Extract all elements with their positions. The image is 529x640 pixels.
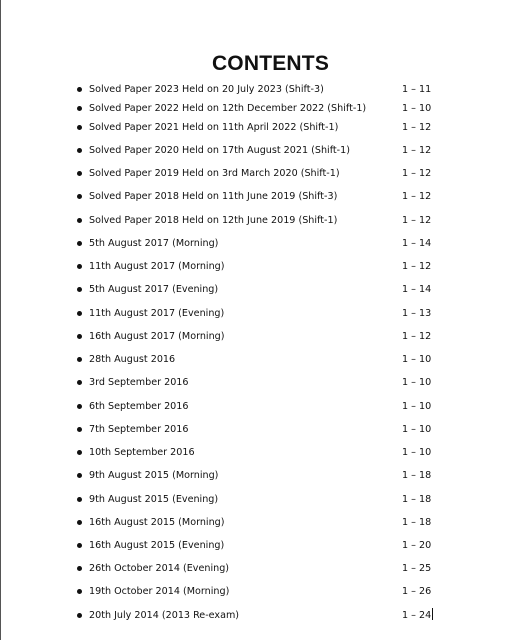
bullet-icon xyxy=(77,287,82,292)
toc-entry-pages-text: 1 – 10 xyxy=(402,424,432,435)
toc-entry-pages-text: 1 – 18 xyxy=(402,517,432,528)
toc-entry xyxy=(0,101,529,117)
toc-entry-label: 10th September 2016 xyxy=(89,447,195,458)
toc-entry-pages xyxy=(402,329,431,345)
toc-entry-label: Solved Paper 2020 Held on 17th August 2021 (Shift-1) xyxy=(89,145,350,156)
toc-entry xyxy=(0,166,529,182)
toc-entry xyxy=(0,236,529,252)
toc-entry-pages-text: 1 – 10 xyxy=(402,447,432,458)
toc-entry-pages-text: 1 – 12 xyxy=(402,215,432,226)
bullet-icon xyxy=(77,311,82,316)
bullet-icon xyxy=(77,543,82,548)
toc-entry-pages-text: 1 – 12 xyxy=(402,191,432,202)
toc-entry-pages xyxy=(402,375,431,391)
toc-entry xyxy=(0,189,529,205)
toc-entry xyxy=(0,561,529,577)
toc-entry-pages xyxy=(402,236,431,252)
toc-entry-label: 5th August 2017 (Evening) xyxy=(89,284,219,295)
toc-entry-pages xyxy=(402,282,431,298)
toc-entry-pages-text: 1 – 10 xyxy=(402,401,432,412)
toc-entry-pages-text: 1 – 12 xyxy=(402,168,432,179)
toc-entry-label: Solved Paper 2021 Held on 11th April 2022 (Shift-1) xyxy=(89,122,339,133)
toc-entry-label: 19th October 2014 (Morning) xyxy=(89,586,230,597)
toc-entry-pages xyxy=(402,584,431,600)
bullet-icon xyxy=(77,450,82,455)
bullet-icon xyxy=(77,106,82,111)
toc-entry-pages xyxy=(402,82,431,98)
toc-entry-pages xyxy=(402,101,431,117)
toc-entry-pages-text: 1 – 12 xyxy=(402,145,432,156)
toc-entry-pages-text: 1 – 20 xyxy=(402,540,432,551)
toc-entry-pages-text: 1 – 12 xyxy=(402,331,432,342)
toc-entry xyxy=(0,143,529,159)
bullet-icon xyxy=(77,404,82,409)
toc-entry-label: 16th August 2015 (Morning) xyxy=(89,517,225,528)
toc-entry-label: 9th August 2015 (Morning) xyxy=(89,470,219,481)
toc-entry-pages xyxy=(402,515,431,531)
toc-entry-pages-text: 1 – 25 xyxy=(402,563,432,574)
bullet-icon xyxy=(77,589,82,594)
bullet-icon xyxy=(77,497,82,502)
toc-entry xyxy=(0,259,529,275)
bullet-icon xyxy=(77,427,82,432)
toc-entry-label: 16th August 2017 (Morning) xyxy=(89,331,225,342)
toc-entry-label: 11th August 2017 (Evening) xyxy=(89,308,225,319)
toc-entry-pages xyxy=(402,259,431,275)
toc-entry-pages xyxy=(402,422,431,438)
toc-entry xyxy=(0,120,529,136)
page-title: CONTENTS xyxy=(211,52,330,76)
toc-entry-pages xyxy=(402,608,433,624)
toc-entry xyxy=(0,306,529,322)
toc-entry-pages xyxy=(402,306,431,322)
toc-entry-label: 16th August 2015 (Evening) xyxy=(89,540,225,551)
toc-entry-pages xyxy=(402,166,431,182)
toc-entry xyxy=(0,422,529,438)
toc-entry-pages-text: 1 – 10 xyxy=(402,354,432,365)
toc-entry xyxy=(0,468,529,484)
toc-entry xyxy=(0,608,529,624)
bullet-icon xyxy=(77,264,82,269)
bullet-icon xyxy=(77,218,82,223)
bullet-icon xyxy=(77,241,82,246)
bullet-icon xyxy=(77,334,82,339)
toc-entry xyxy=(0,492,529,508)
toc-entry xyxy=(0,375,529,391)
toc-entry-label: 5th August 2017 (Morning) xyxy=(89,238,219,249)
toc-entry-label: Solved Paper 2018 Held on 12th June 2019 (Shift-1) xyxy=(89,215,338,226)
toc-entry-label: Solved Paper 2019 Held on 3rd March 2020 (Shift-1) xyxy=(89,168,340,179)
toc-entry-pages-text: 1 – 12 xyxy=(402,122,432,133)
toc-entry-pages xyxy=(402,538,431,554)
toc-entry-label: 20th July 2014 (2013 Re-exam) xyxy=(89,610,240,621)
toc-entry-pages xyxy=(402,468,431,484)
toc-entry-pages-text: 1 – 26 xyxy=(402,586,432,597)
toc-entry-pages-text: 1 – 11 xyxy=(402,84,432,95)
bullet-icon xyxy=(77,171,82,176)
bullet-icon xyxy=(77,520,82,525)
toc-entry-pages xyxy=(402,492,431,508)
toc-entry-label: 6th September 2016 xyxy=(89,401,189,412)
toc-entry-pages xyxy=(402,445,431,461)
toc-entry xyxy=(0,352,529,368)
bullet-icon xyxy=(77,194,82,199)
toc-entry-pages xyxy=(402,143,431,159)
toc-entry xyxy=(0,399,529,415)
bullet-icon xyxy=(77,473,82,478)
bullet-icon xyxy=(77,380,82,385)
bullet-icon xyxy=(77,125,82,130)
toc-entry-label: 7th September 2016 xyxy=(89,424,189,435)
toc-entry-label: 28th August 2016 xyxy=(89,354,176,365)
toc-entry-pages-text: 1 – 24 xyxy=(402,610,432,621)
toc-entry-pages-text: 1 – 10 xyxy=(402,377,432,388)
toc-entry-label: Solved Paper 2018 Held on 11th June 2019 (Shift-3) xyxy=(89,191,338,202)
toc-entry xyxy=(0,329,529,345)
toc-entry-label: 9th August 2015 (Evening) xyxy=(89,494,219,505)
toc-entry xyxy=(0,82,529,98)
toc-entry-pages xyxy=(402,189,431,205)
toc-entry xyxy=(0,584,529,600)
toc-entry-pages xyxy=(402,213,431,229)
toc-entry-pages xyxy=(402,352,431,368)
bullet-icon xyxy=(77,87,82,92)
toc-entry-label: 3rd September 2016 xyxy=(89,377,189,388)
bullet-icon xyxy=(77,148,82,153)
text-cursor xyxy=(432,608,433,620)
toc-entry-label: Solved Paper 2022 Held on 12th December 2022 (Shift-1) xyxy=(89,103,367,114)
toc-entry-pages xyxy=(402,561,431,577)
toc-entry xyxy=(0,515,529,531)
toc-entry-pages-text: 1 – 14 xyxy=(402,238,432,249)
toc-entry xyxy=(0,445,529,461)
toc-entry-pages-text: 1 – 18 xyxy=(402,494,432,505)
toc-entry-label: 26th October 2014 (Evening) xyxy=(89,563,230,574)
toc-entry-pages-text: 1 – 18 xyxy=(402,470,432,481)
bullet-icon xyxy=(77,566,82,571)
toc-entry-pages xyxy=(402,399,431,415)
toc-entry-label: Solved Paper 2023 Held on 20 July 2023 (Shift-3) xyxy=(89,84,324,95)
toc-entry xyxy=(0,282,529,298)
toc-entry xyxy=(0,538,529,554)
toc-entry-pages-text: 1 – 14 xyxy=(402,284,432,295)
toc-entry-pages-text: 1 – 10 xyxy=(402,103,432,114)
toc-entry-pages xyxy=(402,120,431,136)
toc-entry-pages-text: 1 – 12 xyxy=(402,261,432,272)
bullet-icon xyxy=(77,357,82,362)
toc-entry-pages-text: 1 – 13 xyxy=(402,308,432,319)
bullet-icon xyxy=(77,613,82,618)
toc-entry xyxy=(0,213,529,229)
toc-entry-label: 11th August 2017 (Morning) xyxy=(89,261,225,272)
